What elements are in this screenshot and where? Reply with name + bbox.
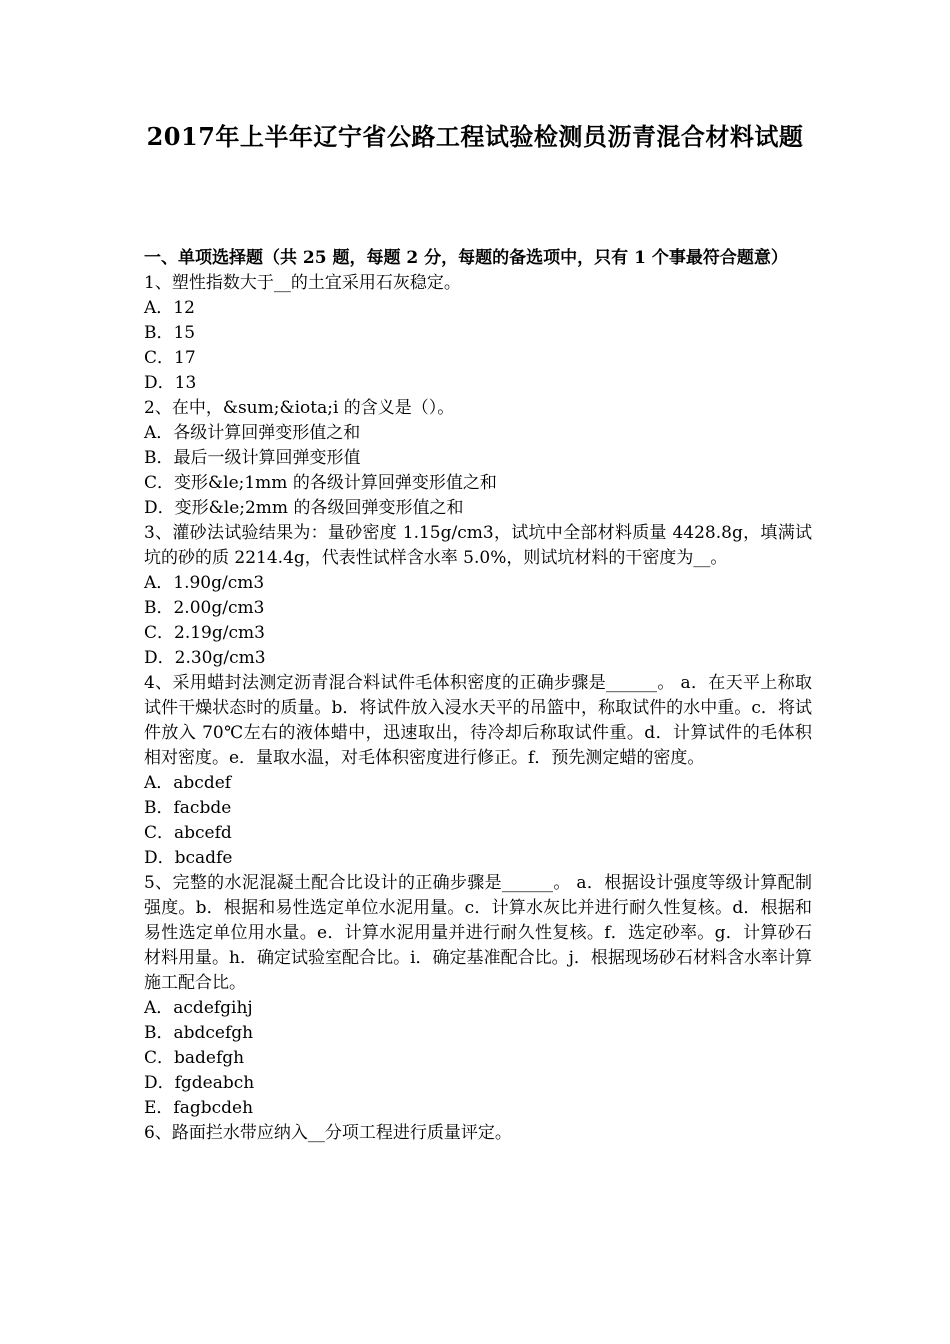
option-d: D．bcadfe bbox=[144, 848, 233, 868]
question-1 bbox=[144, 271, 812, 396]
option-a: A．acdefgihj bbox=[144, 998, 253, 1018]
option-b: B．最后一级计算回弹变形值 bbox=[144, 448, 361, 468]
option-b: B．2.00g/cm3 bbox=[144, 598, 265, 618]
question-5 bbox=[144, 871, 812, 1121]
option-d: D．13 bbox=[144, 373, 197, 393]
question-text: 1、塑性指数大于__的土宜采用石灰稳定。 bbox=[144, 273, 461, 293]
question-text: 4、采用蜡封法测定沥青混合料试件毛体积密度的正确步骤是______。 a．在天平上称取试件干燥状态时的质量。b．将试件放入浸水天平的吊篮中，称取试件的水中重。c．将试件放入 70℃左右的液体蜡中，迅速取出，待冷却后称取试件重。d．计算试件的毛体积相对密度。e．量取水温，对毛体积密度进行修正。f．预先测定蜡的密度。 bbox=[144, 673, 812, 768]
question-4 bbox=[144, 671, 812, 871]
option-c: C．2.19g/cm3 bbox=[144, 623, 265, 643]
question-text: 6、路面拦水带应纳入__分项工程进行质量评定。 bbox=[144, 1123, 512, 1143]
option-a: A．各级计算回弹变形值之和 bbox=[144, 423, 361, 443]
option-c: C．17 bbox=[144, 348, 196, 368]
option-a: A．abcdef bbox=[144, 773, 232, 793]
option-e: E．fagbcdeh bbox=[144, 1098, 254, 1118]
document-body bbox=[144, 246, 812, 1146]
option-d: D．2.30g/cm3 bbox=[144, 648, 266, 668]
option-d: D．变形&le;2mm 的各级回弹变形值之和 bbox=[144, 498, 464, 518]
option-c: C．badefgh bbox=[144, 1048, 245, 1068]
question-text: 5、完整的水泥混凝土配合比设计的正确步骤是______。 a．根据设计强度等级计算配制强度。b．根据和易性选定单位水泥用量。c．计算水灰比并进行耐久性复核。d．根据和易性选定单位用水量。e．计算水泥用量并进行耐久性复核。f．选定砂率。g．计算砂石材料用量。h．确定试验室配合比。i．确定基准配合比。j．根据现场砂石材料含水率计算施工配合比。 bbox=[144, 873, 812, 993]
option-b: B．facbde bbox=[144, 798, 232, 818]
option-a: A．1.90g/cm3 bbox=[144, 573, 265, 593]
option-b: B．abdcefgh bbox=[144, 1023, 254, 1043]
option-c: C．变形&le;1mm 的各级计算回弹变形值之和 bbox=[144, 473, 497, 493]
question-6 bbox=[144, 1121, 812, 1146]
option-c: C．abcefd bbox=[144, 823, 232, 843]
question-2 bbox=[144, 396, 812, 521]
question-text: 3、灌砂法试验结果为：量砂密度 1.15g/cm3，试坑中全部材料质量 4428.8g，填满试坑的砂的质 2214.4g，代表性试样含水率 5.0%，则试坑材料的干密度为__。 bbox=[144, 523, 812, 568]
option-b: B．15 bbox=[144, 323, 196, 343]
question-text: 2、在中，&sum;&iota;i 的含义是（）。 bbox=[144, 398, 455, 418]
question-3 bbox=[144, 521, 812, 671]
option-d: D．fgdeabch bbox=[144, 1073, 255, 1093]
section-heading: 一、单项选择题（共 25 题，每题 2 分，每题的备选项中，只有 1 个事最符合题意） bbox=[144, 248, 788, 268]
document-title: 2017年上半年辽宁省公路工程试验检测员沥青混合材料试题 bbox=[146, 122, 804, 151]
option-a: A．12 bbox=[144, 298, 195, 318]
